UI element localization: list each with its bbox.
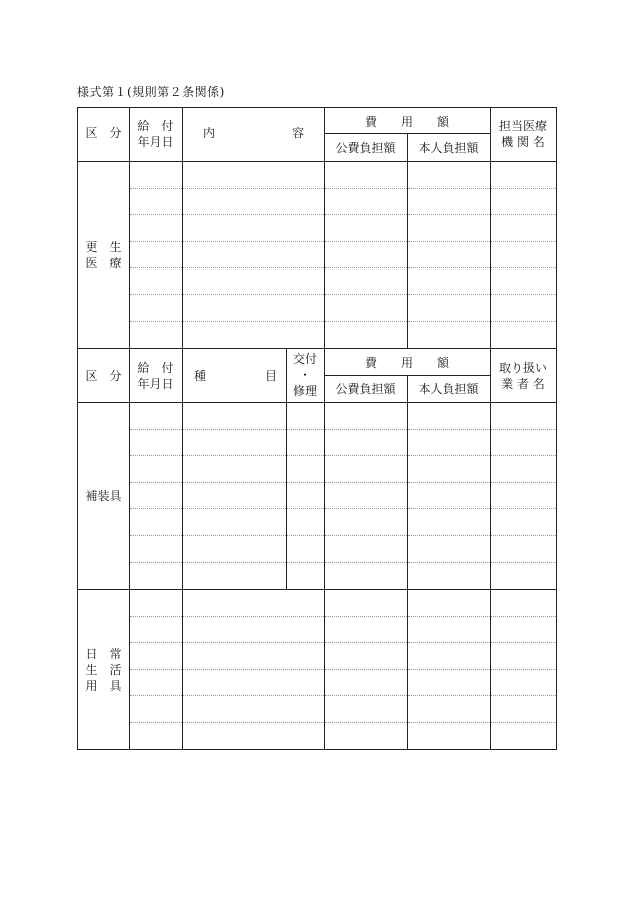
dotted-line	[491, 321, 556, 322]
dotted-line	[491, 188, 556, 189]
section1-row-label-line2: 医 療	[85, 256, 122, 270]
dotted-line	[408, 669, 490, 670]
dotted-line	[408, 214, 490, 215]
dotted-line	[325, 214, 407, 215]
dotted-line	[491, 616, 556, 617]
section2-date-header-line1: 給 付	[137, 361, 174, 375]
dotted-line	[183, 241, 324, 242]
dotted-line	[408, 188, 490, 189]
dotted-line	[491, 642, 556, 643]
dotted-line	[130, 562, 182, 563]
section1-content-header-left: 内	[203, 126, 216, 140]
dotted-line	[130, 669, 182, 670]
section2-daily-label-line3: 用 具	[85, 679, 122, 693]
dotted-line	[408, 429, 490, 430]
dotted-line	[183, 455, 286, 456]
section2-item-header-left: 種	[194, 369, 207, 383]
dotted-line	[491, 535, 556, 536]
dotted-line	[408, 695, 490, 696]
dotted-line	[408, 241, 490, 242]
section1-category-header: 区 分	[85, 126, 122, 140]
dotted-line	[183, 642, 324, 643]
dotted-line	[325, 695, 407, 696]
grid-line	[77, 749, 557, 750]
section2-prosthetics-label: 補装具	[85, 489, 122, 503]
dotted-line	[491, 722, 556, 723]
dotted-line	[287, 508, 324, 509]
dotted-line	[183, 695, 324, 696]
dotted-line	[325, 722, 407, 723]
dotted-line	[183, 722, 324, 723]
dotted-line	[325, 321, 407, 322]
dotted-line	[408, 267, 490, 268]
dotted-line	[130, 455, 182, 456]
section1-row-label-line1: 更 生	[85, 240, 122, 254]
grid-line	[286, 348, 287, 590]
section2-category-header: 区 分	[85, 369, 122, 383]
dotted-line	[183, 294, 324, 295]
dotted-line	[491, 294, 556, 295]
section1-cost-header: 費 用 額	[364, 115, 449, 129]
section2-self-burden-header: 本人負担額	[418, 382, 479, 396]
dotted-line	[183, 535, 286, 536]
dotted-line	[408, 722, 490, 723]
dotted-line	[130, 294, 182, 295]
grid-line	[556, 107, 557, 750]
dotted-line	[325, 294, 407, 295]
dotted-line	[325, 562, 407, 563]
dotted-line	[408, 508, 490, 509]
dotted-line	[183, 214, 324, 215]
dotted-line	[491, 695, 556, 696]
section2-daily-label-line1: 日 常	[85, 647, 122, 661]
dotted-line	[287, 429, 324, 430]
dotted-line	[491, 508, 556, 509]
grid-line	[77, 402, 557, 403]
dotted-line	[183, 429, 286, 430]
dotted-line	[325, 482, 407, 483]
dotted-line	[130, 508, 182, 509]
dotted-line	[130, 241, 182, 242]
dotted-line	[491, 214, 556, 215]
dotted-line	[287, 482, 324, 483]
dotted-line	[183, 508, 286, 509]
dotted-line	[408, 321, 490, 322]
section1-self-burden-header: 本人負担額	[418, 141, 479, 155]
dotted-line	[130, 214, 182, 215]
dotted-line	[183, 188, 324, 189]
dotted-line	[325, 616, 407, 617]
dotted-line	[183, 562, 286, 563]
dotted-line	[130, 722, 182, 723]
dotted-line	[287, 535, 324, 536]
section1-public-burden-header: 公費負担額	[335, 141, 396, 155]
dotted-line	[130, 321, 182, 322]
dotted-line	[408, 535, 490, 536]
dotted-line	[130, 535, 182, 536]
section1-date-header-line2: 年月日	[137, 135, 174, 149]
dotted-line	[183, 267, 324, 268]
dotted-line	[491, 482, 556, 483]
section2-delivery-header-line1: 交付	[292, 352, 317, 366]
dotted-line	[491, 241, 556, 242]
dotted-line	[183, 616, 324, 617]
dotted-line	[325, 241, 407, 242]
grid-line	[77, 107, 557, 108]
dotted-line	[491, 429, 556, 430]
dotted-line	[325, 188, 407, 189]
dotted-line	[408, 616, 490, 617]
dotted-line	[325, 669, 407, 670]
section1-date-header-line1: 給 付	[137, 119, 174, 133]
dotted-line	[287, 562, 324, 563]
dotted-line	[325, 642, 407, 643]
section2-delivery-header-line2: ・	[298, 368, 311, 382]
section2-vendor-header-line2: 業 者 名	[501, 377, 545, 391]
grid-line	[77, 348, 557, 349]
dotted-line	[408, 562, 490, 563]
dotted-line	[130, 482, 182, 483]
dotted-line	[130, 642, 182, 643]
dotted-line	[183, 482, 286, 483]
dotted-line	[408, 455, 490, 456]
section2-daily-label-line2: 生 活	[85, 663, 122, 677]
dotted-line	[408, 294, 490, 295]
section1-org-header-line1: 担当医療	[498, 119, 547, 133]
dotted-line	[325, 455, 407, 456]
form-title: 様式第１(規則第２条関係)	[77, 85, 225, 99]
dotted-line	[408, 482, 490, 483]
section1-org-header-line2: 機 関 名	[501, 135, 545, 149]
dotted-line	[130, 429, 182, 430]
section2-delivery-header-line3: 修理	[292, 384, 317, 398]
dotted-line	[183, 669, 324, 670]
dotted-line	[491, 562, 556, 563]
section2-cost-header: 費 用 額	[364, 356, 449, 370]
section2-vendor-header-line1: 取り扱い	[498, 361, 547, 375]
section2-public-burden-header: 公費負担額	[335, 382, 396, 396]
dotted-line	[325, 508, 407, 509]
grid-line	[77, 589, 557, 590]
dotted-line	[491, 669, 556, 670]
dotted-line	[491, 267, 556, 268]
dotted-line	[491, 455, 556, 456]
section2-item-header-right: 目	[265, 369, 278, 383]
dotted-line	[325, 267, 407, 268]
dotted-line	[325, 429, 407, 430]
dotted-line	[130, 188, 182, 189]
grid-line	[77, 107, 78, 750]
dotted-line	[130, 616, 182, 617]
section2-date-header-line2: 年月日	[137, 377, 174, 391]
dotted-line	[130, 267, 182, 268]
dotted-line	[325, 535, 407, 536]
dotted-line	[130, 695, 182, 696]
grid-line	[77, 161, 557, 162]
section1-content-header-right: 容	[292, 126, 305, 140]
dotted-line	[287, 455, 324, 456]
dotted-line	[183, 321, 324, 322]
dotted-line	[408, 642, 490, 643]
